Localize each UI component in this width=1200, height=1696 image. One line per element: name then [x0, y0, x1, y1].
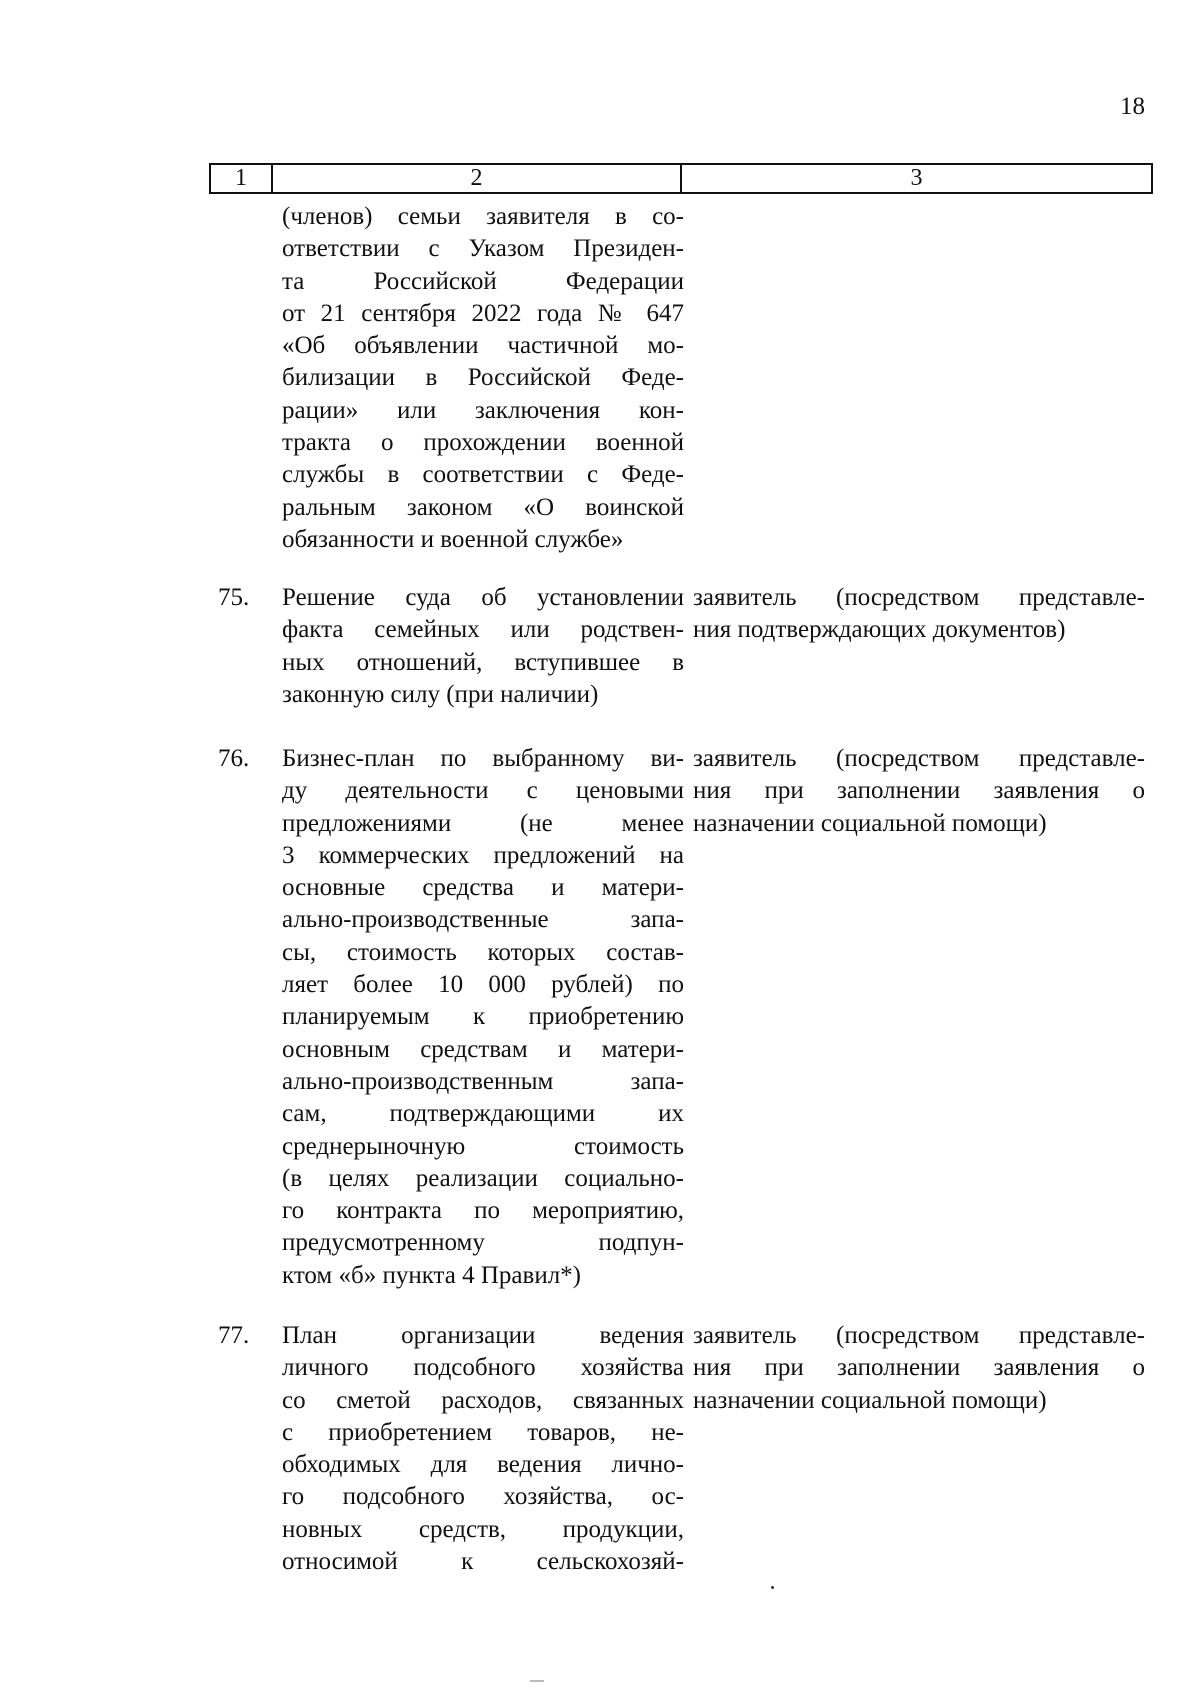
text-line: личного подсобного хозяйства: [282, 1354, 684, 1382]
text-line: заявитель (посредством представле-: [693, 1322, 1145, 1349]
text-line: го контракта по мероприятию,: [282, 1197, 684, 1225]
text-line: 3 коммерческих предложений на: [282, 841, 684, 869]
text-line: основным средствам и матери-: [282, 1035, 684, 1063]
text-line: рации» или заключения кон-: [282, 396, 684, 424]
text-line: ных отношений, вступившее в: [282, 648, 684, 676]
page-number: 18: [1120, 93, 1145, 120]
text-line: предложениями (не менее: [282, 809, 684, 837]
text-line: со сметой расходов, связанных: [282, 1386, 684, 1414]
text-line: основные средства и матери-: [282, 874, 684, 902]
text-line: заявитель (посредством представле-: [693, 584, 1145, 611]
text-line: ния при заполнении заявления о: [693, 1354, 1145, 1382]
text-line: сам, подтверждающими их: [282, 1100, 684, 1128]
text-line: тракта о прохождении военной: [282, 429, 684, 457]
text-line: ду деятельности с ценовыми: [282, 777, 684, 805]
text-line: «Об объявлении частичной мо-: [282, 332, 684, 360]
row-number-75: 75.: [218, 584, 250, 611]
header-col-3: 3: [910, 165, 923, 191]
header-col-2: 2: [273, 165, 682, 192]
text-line: службы в соответствии с Феде-: [282, 461, 684, 489]
text-line: та Российской Федерации: [282, 267, 684, 295]
text-line: Бизнес-план по выбранному ви-: [282, 745, 684, 772]
row-75-document-text: [282, 582, 684, 711]
text-line: ответствии с Указом Президен-: [282, 235, 684, 263]
text-line: ально-производственные запа-: [282, 906, 684, 934]
text-line: планируемым к приобретению: [282, 1003, 684, 1031]
text-line: билизации в Российской Феде-: [282, 364, 684, 392]
row-76-document-text: [282, 743, 684, 1292]
row-77-document-text: [282, 1320, 684, 1578]
header-col-1: 1: [211, 165, 273, 192]
text-line: План организации ведения: [282, 1322, 684, 1349]
text-line: ляет более 10 000 рублей) по: [282, 971, 684, 999]
scan-speck: [771, 1586, 774, 1589]
text-line: законную силу (при наличии): [282, 680, 599, 708]
text-line: обходимых для ведения лично-: [282, 1451, 684, 1479]
text-line: обязанности и военной службе»: [282, 525, 624, 553]
text-line: сы, стоимость которых состав-: [282, 938, 684, 966]
text-line: ния подтверждающих документов): [693, 616, 1066, 644]
text-line: ния при заполнении заявления о: [693, 777, 1145, 805]
text-line: (членов) семьи заявителя в со-: [282, 203, 684, 230]
text-line: среднерыночную стоимость: [282, 1132, 684, 1160]
row-76-source-text: [693, 743, 1145, 840]
row-number-76: 76.: [218, 745, 250, 772]
row-75-source-text: [693, 582, 1145, 647]
text-line: новных средств, продукции,: [282, 1515, 684, 1543]
text-line: ральным законом «О воинской: [282, 493, 684, 521]
text-line: заявитель (посредством представле-: [693, 745, 1145, 772]
scan-mark: [530, 1680, 544, 1682]
text-line: назначении социальной помощи): [693, 809, 1047, 837]
table-header-row: [209, 163, 1153, 194]
row-77-source-text: [693, 1320, 1145, 1417]
text-line: ктом «б» пункта 4 Правил*): [282, 1261, 582, 1289]
text-line: относимой к сельскохозяй-: [282, 1548, 684, 1576]
text-line: (в целях реализации социально-: [282, 1164, 684, 1192]
continuation-col2-text: [282, 201, 684, 556]
text-line: ально-производственным запа-: [282, 1067, 684, 1095]
text-line: Решение суда об установлении: [282, 584, 684, 611]
text-line: с приобретением товаров, не-: [282, 1418, 684, 1446]
row-number-77: 77.: [218, 1322, 250, 1349]
text-line: назначении социальной помощи): [693, 1386, 1047, 1414]
text-line: предусмотренному подпун-: [282, 1229, 684, 1257]
text-line: от 21 сентября 2022 года № 647: [282, 299, 684, 327]
text-line: го подсобного хозяйства, ос-: [282, 1483, 684, 1511]
text-line: факта семейных или родствен-: [282, 616, 684, 644]
